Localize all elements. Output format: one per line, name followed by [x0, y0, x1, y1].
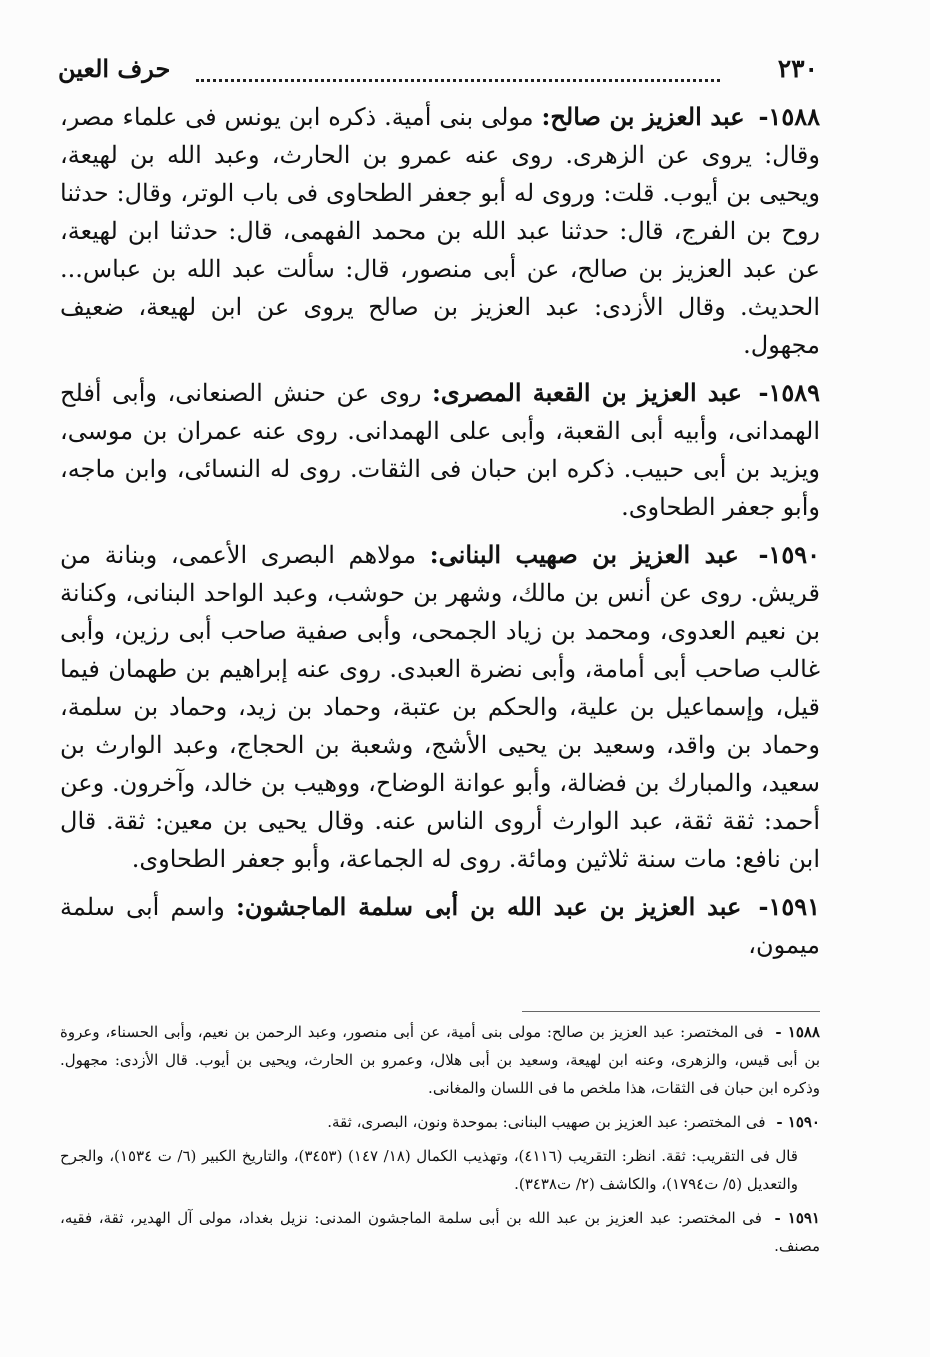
footnote-1591 [60, 1204, 820, 1260]
entry-1590 [60, 536, 820, 878]
entry-number: ١٥٩١- [758, 892, 820, 921]
entry-name: عبد العزيز بن صالح: [541, 102, 745, 131]
entry-number: ١٥٨٩- [758, 378, 820, 407]
entry-text: مولى بنى أمية. ذكره ابن يونس فى علماء مصر، وقال: يروى عن الزهرى. روى عنه عمرو بن الحارث، وعبد الله بن لهيعة، ويحيى بن أيوب. قلت: وروى له أبو جعفر الطحاوى فى باب الوتر، وقال: حدثنا روح بن الفرج، قال: حدثنا عبد الله بن محمد الفهمى، قال: حدثنا ابن لهيعة، عن عبد العزيز بن صالح، عن أبى منصور، قال: سألت عبد الله بن عباس... الحديث. وقال الأزدى: عبد العزيز بن صالح يروى عن ابن لهيعة، ضعيف مجهول. [60, 103, 820, 359]
footnote-number: ١٥٩٠ - [776, 1113, 820, 1131]
entry-number: ١٥٩٠- [758, 540, 820, 569]
page-number: ٢٣٠ [777, 53, 818, 83]
section-title: حرف العين [58, 53, 171, 83]
entry-text: روى عن حنش الصنعانى، وأبى أفلح الهمدانى، وأبيه أبى القعبة، وأبى على الهمدانى. روى عنه عمران بن موسى، ويزيد بن أبى حبيب. ذكره ابن حبان فى الثقات. روى له النسائى، وابن ماجه، وأبو جعفر الطحاوى. [60, 379, 820, 521]
footnote-text: فى المختصر: عبد العزيز بن عبد الله بن أبى سلمة الماجشون المدنى: نزيل بغداد، مولى آل الهدير، ثقة، فقيه، مصنف. [60, 1209, 820, 1255]
footnote-text: فى المختصر: عبد العزيز بن صهيب البنانى: بموحدة ونون، البصرى، ثقة. [327, 1113, 766, 1131]
entry-text: واسم أبى سلمة ميمون، [60, 893, 820, 959]
footnote-1590 [60, 1108, 820, 1136]
entry-number: ١٥٨٨- [758, 102, 820, 131]
main-text [60, 98, 820, 974]
entry-text: مولاهم البصرى الأعمى، وبنانة من قريش. روى عن أنس بن مالك، وشهر بن حوشب، وعبد الواحد البنانى، وكنانة بن نعيم العدوى، ومحمد بن زياد الجمحى، وأبى صفية صاحب أبى رزين، وأبى غالب صاحب أبى أمامة، وأبى نضرة العبدى. روى عنه إبراهيم بن طهمان فيما قيل، وإسماعيل بن علية، والحكم بن عتبة، وحماد بن زيد، وحماد بن سلمة، وحماد بن واقد، وسعيد بن يحيى الأشج، وشعبة بن الحجاج، وعبد الوارث بن سعيد، والمبارك بن فضالة، وأبو عوانة الوضاح، ووهيب بن خالد، وآخرون. وعن أحمد: ثقة ثقة، عبد الوارث أروى الناس عنه. وقال يحيى بن معين: ثقة. قال ابن نافع: مات سنة ثلاثين ومائة. روى له الجماعة، وأبو جعفر الطحاوى. [60, 541, 820, 873]
page-header [58, 42, 818, 94]
entry-1588 [60, 98, 820, 364]
footnote-number: ١٥٩١ - [774, 1209, 820, 1227]
entry-1589 [60, 374, 820, 526]
entry-name: عبد العزيز بن عبد الله بن أبى سلمة الماجشون: [236, 892, 742, 921]
footnote-divider [522, 1011, 820, 1012]
entry-1591 [60, 888, 820, 964]
footnotes [60, 1018, 820, 1266]
footnote-number: ١٥٨٨ - [775, 1023, 820, 1041]
header-dot-leader [196, 71, 720, 82]
footnote-text: قال فى التقريب: ثقة. انظر: التقريب (٤١١٦)، وتهذيب الكمال (١٨/ ١٤٧) (٣٤٥٣)، والتاريخ الكبير (٦/ ت ١٥٣٤)، والجرح والتعديل (٥/ ت١٧٩٤)، والكاشف (٢/ ت٣٤٣٨). [60, 1147, 798, 1193]
footnote-1588 [60, 1018, 820, 1102]
entry-name: عبد العزيز بن صهيب البنانى: [429, 540, 739, 569]
footnote-text: فى المختصر: عبد العزيز بن صالح: مولى بنى أمية، عن أبى منصور، وعبد الرحمن بن نعيم، وأبى الحسناء، وعروة بن أبى قيس، والزهرى، وعنه ابن لهيعة، وسعيد بن أبى هلال، وعمرو بن الحارث، ويحيى بن أيوب. قال الأزدى: مجهول. وذكره ابن حبان فى الثقات، هذا ملخص ما فى اللسان والمغانى. [60, 1023, 820, 1097]
footnote-1590-continuation [60, 1142, 798, 1198]
entry-name: عبد العزيز بن القعبة المصرى: [431, 378, 742, 407]
